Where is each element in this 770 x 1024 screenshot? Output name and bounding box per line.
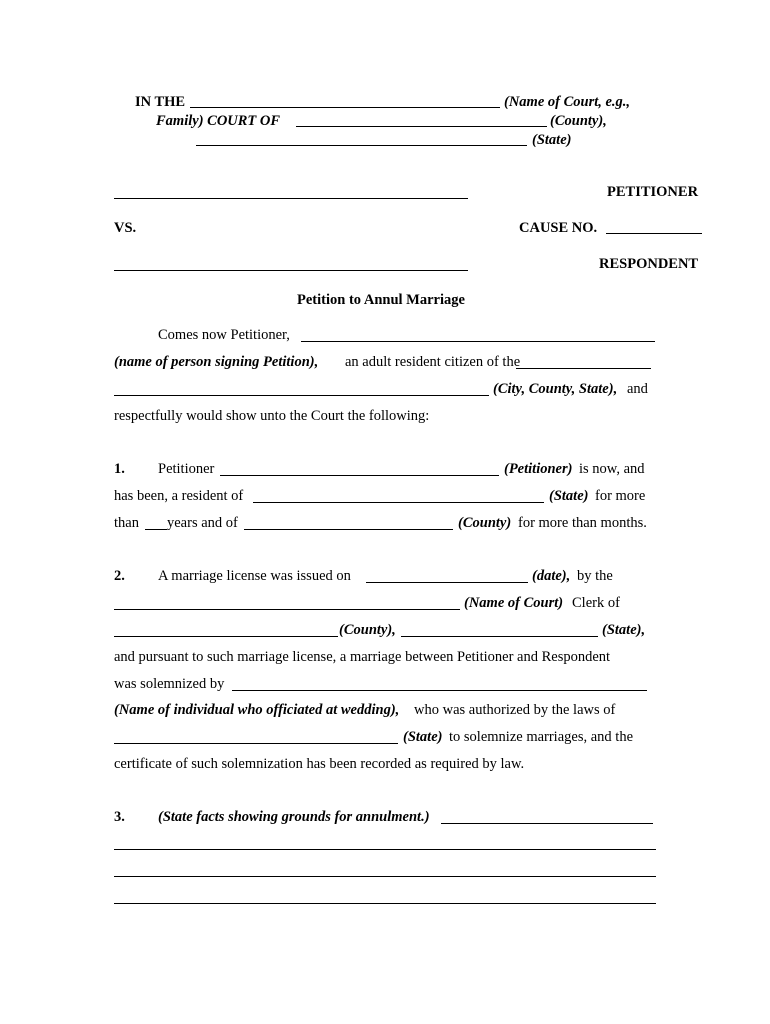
- residence-blank-2[interactable]: [114, 395, 489, 396]
- respondent-name-blank[interactable]: [114, 270, 468, 271]
- respectfully-text: respectfully would show unto the Court the following:: [114, 408, 430, 424]
- p2-state-blank[interactable]: [401, 636, 598, 637]
- county-hint-header: (County),: [550, 113, 607, 129]
- p1-years-blank[interactable]: [145, 529, 167, 530]
- p1-for-more-months-text: for more than months.: [518, 515, 647, 531]
- p2-certificate-text: certificate of such solemnization has been recorded as required by law.: [114, 756, 525, 772]
- and-text: and: [627, 381, 648, 397]
- p2-court-name-hint: (Name of Court): [464, 595, 564, 611]
- p1-than-text: than: [114, 515, 139, 531]
- p1-petitioner-blank[interactable]: [220, 475, 499, 476]
- p1-state-hint: (State): [549, 488, 589, 504]
- county-blank-header[interactable]: [296, 126, 547, 127]
- residence-blank-1[interactable]: [516, 368, 651, 369]
- court-name-hint: (Name of Court, e.g.,: [504, 94, 631, 110]
- p3-facts-hint: (State facts showing grounds for annulment.): [158, 809, 430, 825]
- p1-is-now-text: is now, and: [579, 461, 645, 477]
- p3-facts-blank-1[interactable]: [441, 823, 653, 824]
- p1-years-and-of-text: years and of: [167, 515, 238, 531]
- p2-county-blank[interactable]: [114, 636, 338, 637]
- p1-for-more-text: for more: [595, 488, 646, 504]
- p3-facts-blank-4[interactable]: [114, 903, 656, 904]
- comes-now-text: Comes now Petitioner,: [158, 327, 290, 343]
- p3-number: 3.: [114, 809, 125, 825]
- state-blank-header[interactable]: [196, 145, 527, 146]
- city-county-state-hint: (City, County, State),: [493, 381, 618, 397]
- p2-solemnized-by-text: was solemnized by: [114, 676, 225, 692]
- p2-by-the-text: by the: [577, 568, 613, 584]
- in-the-label: IN THE: [135, 94, 186, 110]
- p1-number: 1.: [114, 461, 125, 477]
- adult-resident-text: an adult resident citizen of the: [345, 354, 521, 370]
- p1-state-blank[interactable]: [253, 502, 544, 503]
- p2-date-hint: (date),: [532, 568, 571, 584]
- petitioner-label: PETITIONER: [607, 184, 699, 200]
- signer-name-hint: (name of person signing Petition),: [114, 354, 319, 370]
- p3-facts-blank-3[interactable]: [114, 876, 656, 877]
- p2-license-issued-text: A marriage license was issued on: [158, 568, 351, 584]
- court-name-blank[interactable]: [190, 107, 500, 108]
- state-hint-header: (State): [532, 132, 572, 148]
- family-court-of-text: Family) COURT OF: [156, 113, 281, 129]
- p2-date-blank[interactable]: [366, 582, 528, 583]
- p2-officiant-blank[interactable]: [232, 690, 647, 691]
- cause-no-blank[interactable]: [606, 233, 702, 234]
- p2-court-name-blank[interactable]: [114, 609, 460, 610]
- family-court-of-label: [156, 114, 280, 129]
- vs-label: VS.: [114, 220, 137, 236]
- p2-state-hint-2: (State): [403, 729, 443, 745]
- p2-clerk-of-text: Clerk of: [572, 595, 620, 611]
- petitioner-name-blank[interactable]: [114, 198, 468, 199]
- p2-state-hint: (State),: [602, 622, 646, 638]
- p2-county-hint: (County),: [339, 622, 396, 638]
- p1-county-blank[interactable]: [244, 529, 453, 530]
- document-title: Petition to Annul Marriage: [297, 292, 465, 308]
- p3-facts-blank-2[interactable]: [114, 849, 656, 850]
- p1-petitioner-text: Petitioner: [158, 461, 215, 477]
- p1-has-been-text: has been, a resident of: [114, 488, 244, 504]
- p2-officiant-hint: (Name of individual who officiated at wedding),: [114, 702, 400, 718]
- p1-county-hint: (County): [458, 515, 512, 531]
- respondent-label: RESPONDENT: [599, 256, 699, 272]
- p2-state-blank-2[interactable]: [114, 743, 398, 744]
- petitioner-signer-blank[interactable]: [301, 341, 655, 342]
- p2-pursuant-text: and pursuant to such marriage license, a marriage between Petitioner and Respondent: [114, 649, 611, 665]
- p2-authorized-text: who was authorized by the laws of: [414, 702, 616, 718]
- cause-no-label: CAUSE NO.: [519, 220, 598, 236]
- p2-number: 2.: [114, 568, 125, 584]
- p1-petitioner-hint: (Petitioner): [504, 461, 573, 477]
- p2-to-solemnize-text: to solemnize marriages, and the: [449, 729, 634, 745]
